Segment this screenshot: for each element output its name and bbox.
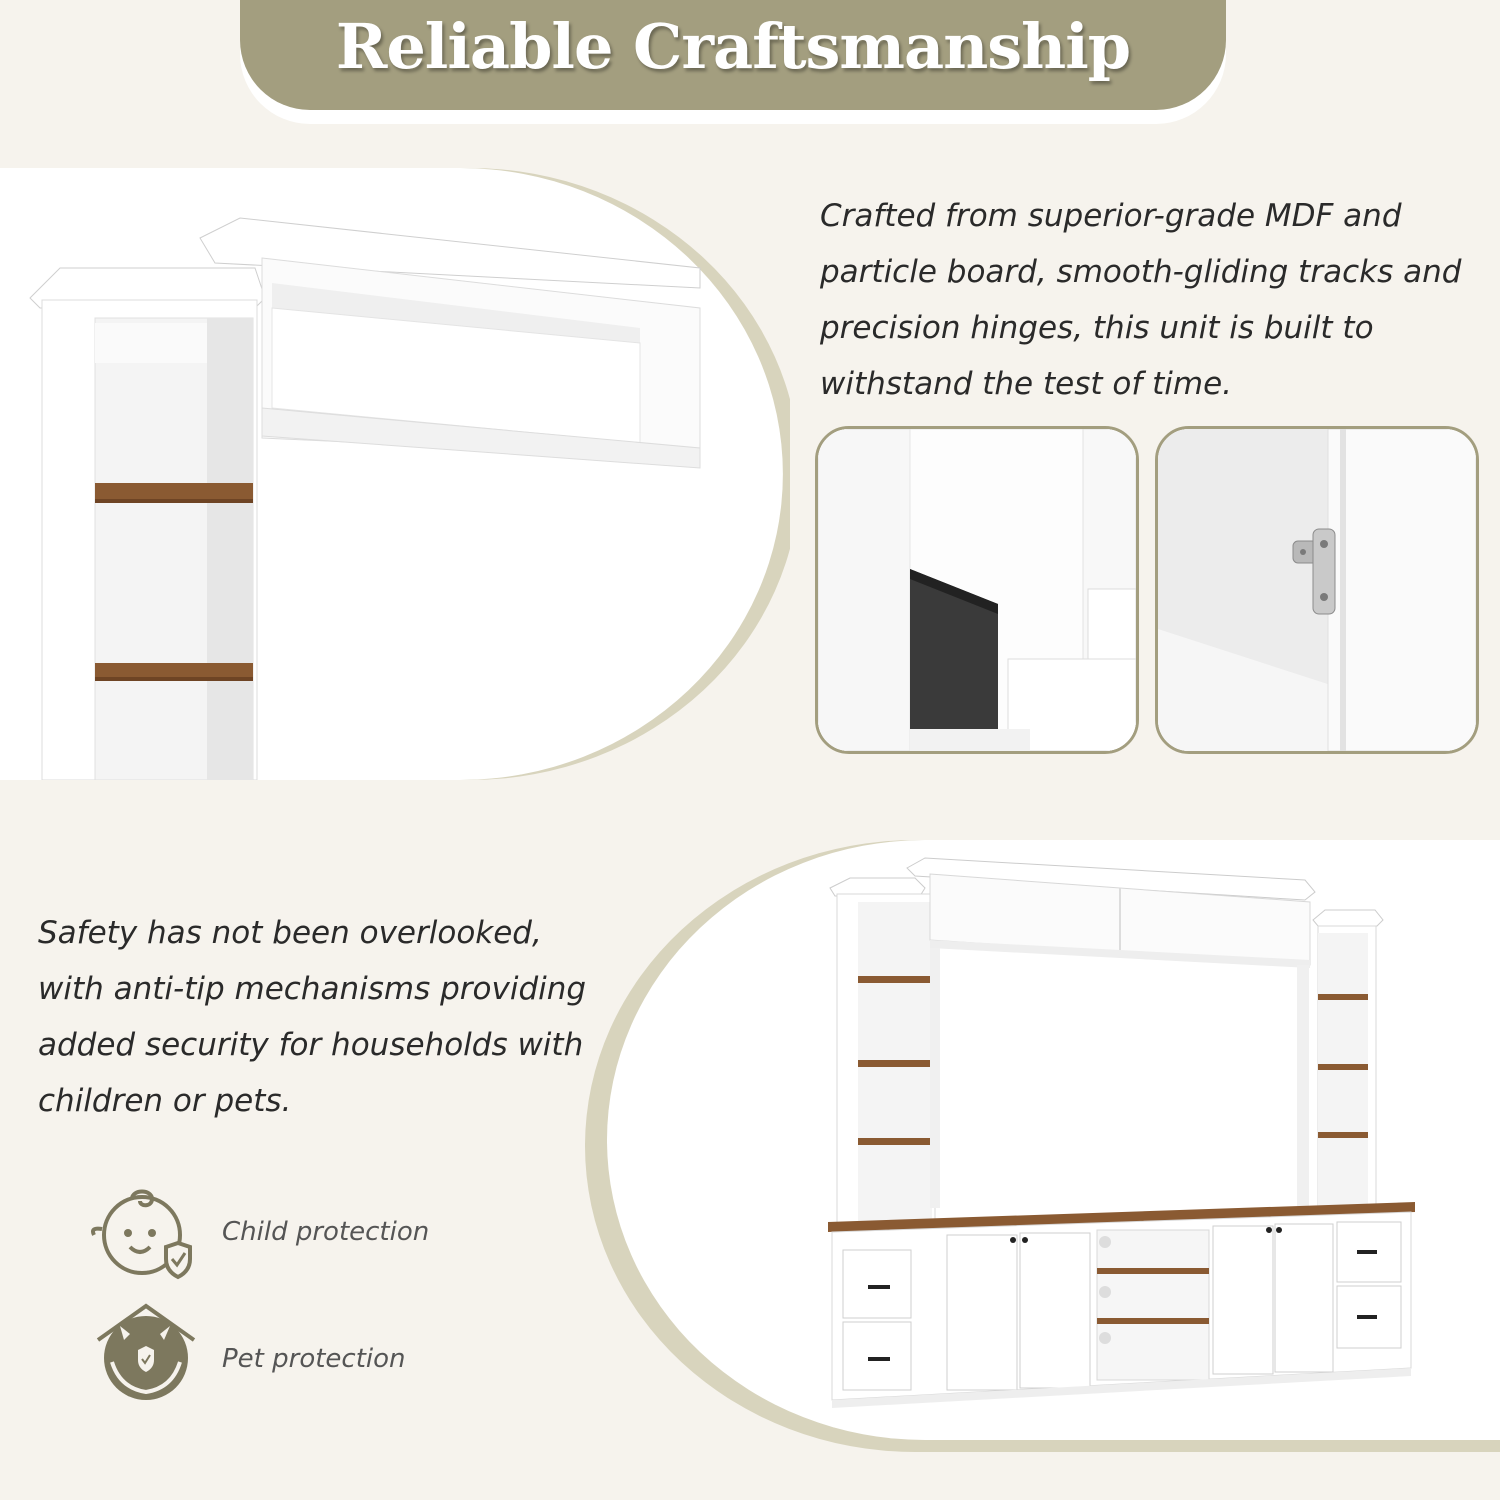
safety-description: Safety has not been overlooked, with anti-tip mechanisms providing added security for households with children or pets. xyxy=(38,915,587,1119)
feature-child-protection xyxy=(90,1185,430,1289)
feature-label: Pet protection xyxy=(222,1344,406,1374)
pet-shield-icon xyxy=(90,1302,200,1402)
hinge-detail-image xyxy=(1155,426,1479,754)
craftsmanship-description: Crafted from superior-grade MDF and particle board, smooth-gliding tracks and precision hinges, this unit is built to withstand the test of time. xyxy=(820,198,1462,402)
page-title: Reliable Craftsmanship xyxy=(335,10,1131,83)
feature-label: Child protection xyxy=(222,1217,430,1247)
drawer-track-detail-image xyxy=(815,426,1139,754)
entertainment-center-image xyxy=(585,840,1500,1452)
feature-pet-protection xyxy=(90,1302,406,1406)
shelf-closeup-image xyxy=(0,168,790,780)
child-shield-icon xyxy=(90,1185,200,1285)
